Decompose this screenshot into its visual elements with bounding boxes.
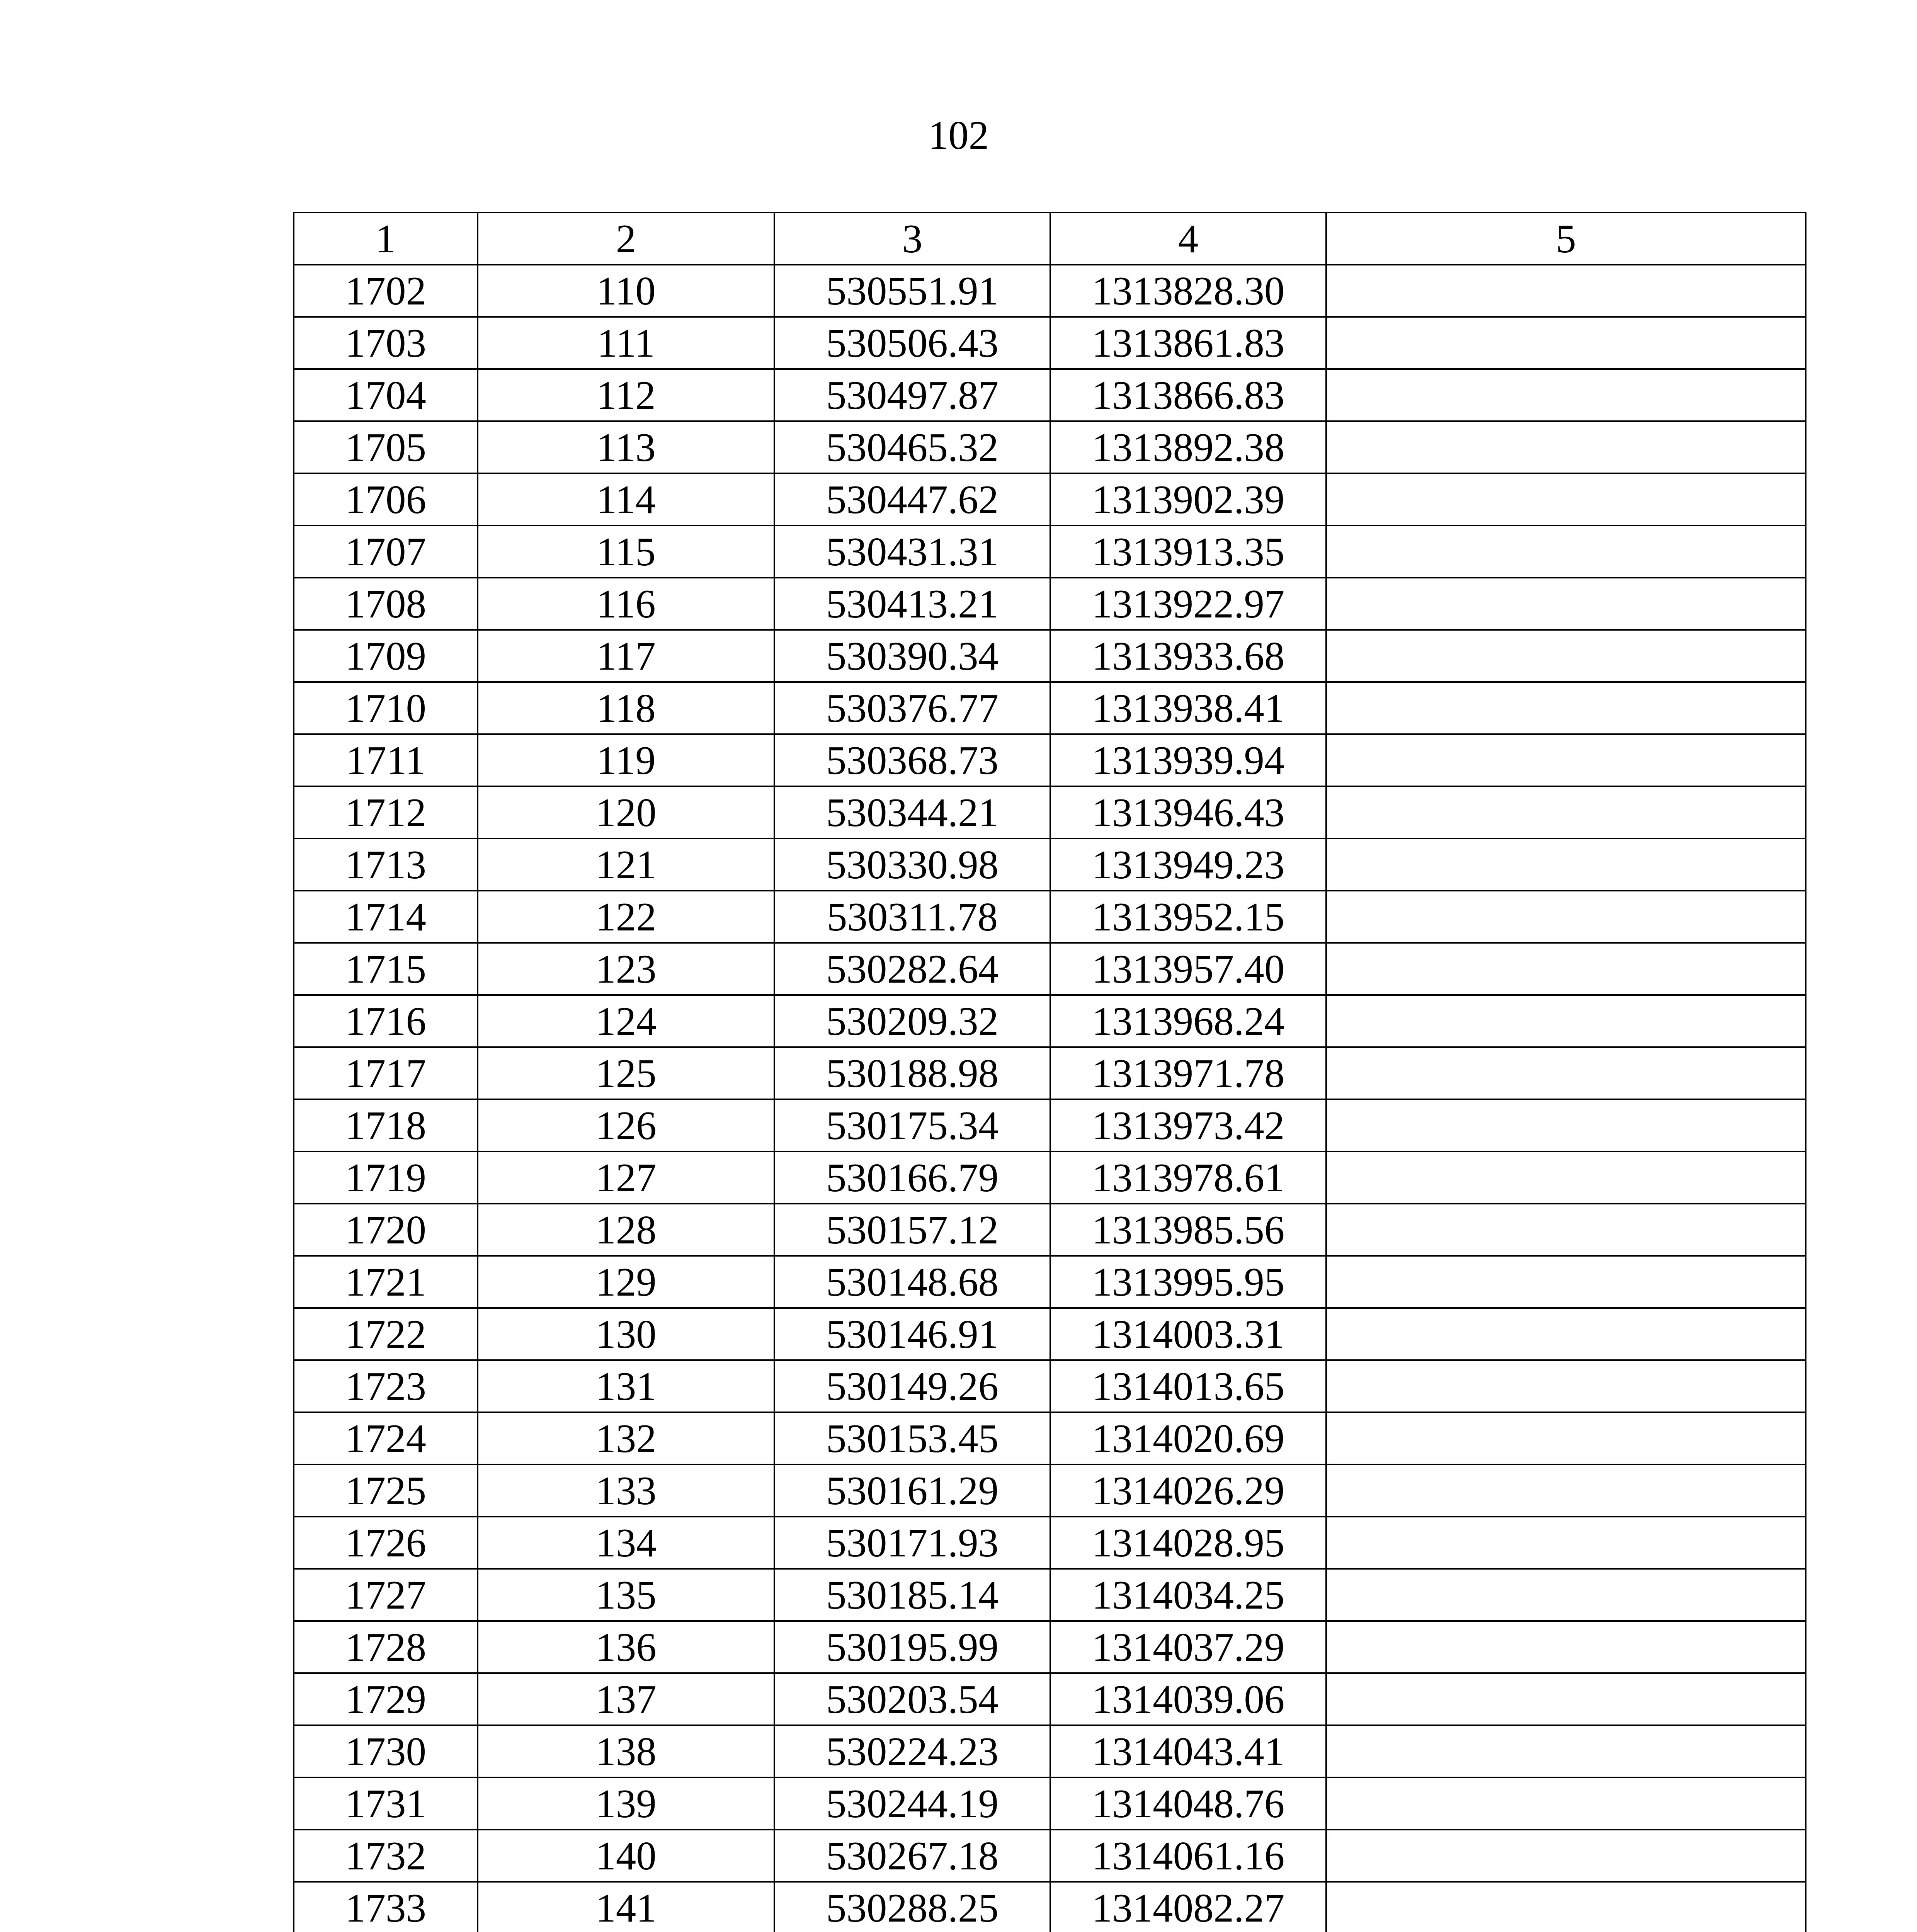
- table-cell: 530209.32: [774, 995, 1050, 1047]
- table-cell: 530376.77: [774, 682, 1050, 734]
- table-cell: 1710: [294, 682, 478, 734]
- table-cell: 1314034.25: [1050, 1569, 1326, 1621]
- table-cell: 136: [478, 1621, 774, 1673]
- table-cell: 1722: [294, 1308, 478, 1360]
- table-cell: 1313892.38: [1050, 421, 1326, 473]
- table-cell: 530157.12: [774, 1204, 1050, 1256]
- table-cell: [1326, 1830, 1806, 1882]
- table-row: [294, 1777, 1806, 1830]
- table-cell: 115: [478, 526, 774, 578]
- table-cell: 530465.32: [774, 421, 1050, 473]
- table-row: [294, 1464, 1806, 1517]
- table-row: [294, 317, 1806, 369]
- table-cell: 530148.68: [774, 1256, 1050, 1308]
- table-cell: [1326, 473, 1806, 526]
- table-cell: 118: [478, 682, 774, 734]
- table-cell: [1326, 526, 1806, 578]
- table-cell: 1314026.29: [1050, 1464, 1326, 1517]
- table-row: [294, 1830, 1806, 1882]
- table-cell: 530431.31: [774, 526, 1050, 578]
- table-cell: 1314003.31: [1050, 1308, 1326, 1360]
- table-cell: 1715: [294, 943, 478, 995]
- table-row: [294, 1725, 1806, 1777]
- table-cell: 530166.79: [774, 1151, 1050, 1204]
- table-cell: 112: [478, 369, 774, 421]
- table-cell: 134: [478, 1517, 774, 1569]
- table-cell: 1313938.41: [1050, 682, 1326, 734]
- table-header-row: [294, 213, 1806, 265]
- table-row: [294, 1151, 1806, 1204]
- table-row: [294, 526, 1806, 578]
- table-cell: 113: [478, 421, 774, 473]
- table-cell: 125: [478, 1047, 774, 1099]
- table-row: [294, 1308, 1806, 1360]
- table-cell: 530413.21: [774, 578, 1050, 630]
- table-cell: 111: [478, 317, 774, 369]
- table-cell: 1726: [294, 1517, 478, 1569]
- table-cell: 1727: [294, 1569, 478, 1621]
- table-row: [294, 1673, 1806, 1725]
- table-cell: 1313866.83: [1050, 369, 1326, 421]
- table-cell: [1326, 317, 1806, 369]
- table-cell: 129: [478, 1256, 774, 1308]
- table-cell: 126: [478, 1099, 774, 1151]
- table-cell: [1326, 265, 1806, 317]
- table-cell: 1313922.97: [1050, 578, 1326, 630]
- table-cell: 1719: [294, 1151, 478, 1204]
- table-cell: 1721: [294, 1256, 478, 1308]
- column-header: 4: [1050, 213, 1326, 265]
- table-cell: 1314061.16: [1050, 1830, 1326, 1882]
- table-cell: 1707: [294, 526, 478, 578]
- table-cell: 1716: [294, 995, 478, 1047]
- table-cell: 1712: [294, 786, 478, 838]
- table-cell: [1326, 578, 1806, 630]
- table-cell: 1717: [294, 1047, 478, 1099]
- table-row: [294, 421, 1806, 473]
- table-cell: 530344.21: [774, 786, 1050, 838]
- table-cell: 139: [478, 1777, 774, 1830]
- table-cell: 138: [478, 1725, 774, 1777]
- table-cell: [1326, 1882, 1806, 1932]
- table-row: [294, 891, 1806, 943]
- table-cell: 1313973.42: [1050, 1099, 1326, 1151]
- table-cell: 1703: [294, 317, 478, 369]
- column-header: 1: [294, 213, 478, 265]
- table-cell: 1314043.41: [1050, 1725, 1326, 1777]
- table-cell: 530551.91: [774, 265, 1050, 317]
- table-cell: 530171.93: [774, 1517, 1050, 1569]
- table-cell: 530447.62: [774, 473, 1050, 526]
- table-cell: 1733: [294, 1882, 478, 1932]
- table-cell: 122: [478, 891, 774, 943]
- table-cell: 530330.98: [774, 838, 1050, 891]
- table-row: [294, 1204, 1806, 1256]
- table-cell: 530244.19: [774, 1777, 1050, 1830]
- table-cell: [1326, 682, 1806, 734]
- column-header: 2: [478, 213, 774, 265]
- table-cell: 1313971.78: [1050, 1047, 1326, 1099]
- table-row: [294, 630, 1806, 682]
- table-cell: 530175.34: [774, 1099, 1050, 1151]
- table-cell: 1313902.39: [1050, 473, 1326, 526]
- table-cell: 1718: [294, 1099, 478, 1151]
- table-cell: 530311.78: [774, 891, 1050, 943]
- table-cell: [1326, 369, 1806, 421]
- table-cell: 1313978.61: [1050, 1151, 1326, 1204]
- table-cell: [1326, 1517, 1806, 1569]
- table-cell: 123: [478, 943, 774, 995]
- table-cell: 530224.23: [774, 1725, 1050, 1777]
- table-cell: [1326, 1412, 1806, 1464]
- table-cell: 140: [478, 1830, 774, 1882]
- table-cell: 117: [478, 630, 774, 682]
- table-cell: 530188.98: [774, 1047, 1050, 1099]
- table-cell: 1732: [294, 1830, 478, 1882]
- table-cell: [1326, 1725, 1806, 1777]
- table-cell: 1314028.95: [1050, 1517, 1326, 1569]
- table-cell: 1313828.30: [1050, 265, 1326, 317]
- table-row: [294, 1047, 1806, 1099]
- table-cell: 121: [478, 838, 774, 891]
- table-row: [294, 838, 1806, 891]
- table-cell: 1728: [294, 1621, 478, 1673]
- table-cell: 530161.29: [774, 1464, 1050, 1517]
- table-cell: 1314013.65: [1050, 1360, 1326, 1412]
- table-cell: [1326, 943, 1806, 995]
- table-cell: 1314048.76: [1050, 1777, 1326, 1830]
- table-cell: 119: [478, 734, 774, 786]
- table-cell: 1313952.15: [1050, 891, 1326, 943]
- table-cell: [1326, 1256, 1806, 1308]
- table-cell: 1714: [294, 891, 478, 943]
- table-cell: 1702: [294, 265, 478, 317]
- table-row: [294, 1412, 1806, 1464]
- table-cell: 1313957.40: [1050, 943, 1326, 995]
- table-cell: 1704: [294, 369, 478, 421]
- table-cell: 116: [478, 578, 774, 630]
- table-cell: 1731: [294, 1777, 478, 1830]
- table-cell: [1326, 1621, 1806, 1673]
- table-cell: [1326, 1047, 1806, 1099]
- table-cell: 1313913.35: [1050, 526, 1326, 578]
- table-cell: 1313946.43: [1050, 786, 1326, 838]
- table-cell: 1730: [294, 1725, 478, 1777]
- table-cell: 1713: [294, 838, 478, 891]
- table-row: [294, 1517, 1806, 1569]
- table-cell: 133: [478, 1464, 774, 1517]
- table-row: [294, 1621, 1806, 1673]
- table-cell: 137: [478, 1673, 774, 1725]
- page-number: 102: [928, 112, 989, 158]
- column-header: 5: [1326, 213, 1806, 265]
- table-cell: 1723: [294, 1360, 478, 1412]
- table-row: [294, 369, 1806, 421]
- table-cell: 120: [478, 786, 774, 838]
- table-cell: 1708: [294, 578, 478, 630]
- table-cell: 1313968.24: [1050, 995, 1326, 1047]
- table-cell: 1313995.95: [1050, 1256, 1326, 1308]
- table-cell: 128: [478, 1204, 774, 1256]
- table-row: [294, 1882, 1806, 1932]
- table-cell: [1326, 1151, 1806, 1204]
- table-row: [294, 1360, 1806, 1412]
- table-cell: [1326, 1777, 1806, 1830]
- table-cell: 1706: [294, 473, 478, 526]
- table-cell: 530390.34: [774, 630, 1050, 682]
- table-cell: [1326, 838, 1806, 891]
- table-cell: [1326, 630, 1806, 682]
- table-cell: 530195.99: [774, 1621, 1050, 1673]
- table-row: [294, 734, 1806, 786]
- table-cell: 1313939.94: [1050, 734, 1326, 786]
- table-cell: 1720: [294, 1204, 478, 1256]
- table-cell: [1326, 1464, 1806, 1517]
- table-row: [294, 578, 1806, 630]
- table-cell: [1326, 786, 1806, 838]
- table-cell: 124: [478, 995, 774, 1047]
- table-cell: [1326, 1308, 1806, 1360]
- table-cell: 530185.14: [774, 1569, 1050, 1621]
- table-cell: 1314039.06: [1050, 1673, 1326, 1725]
- table-body: [294, 265, 1806, 1932]
- table-cell: 1729: [294, 1673, 478, 1725]
- table-row: [294, 265, 1806, 317]
- table-cell: 1711: [294, 734, 478, 786]
- table-cell: 132: [478, 1412, 774, 1464]
- table-cell: 530368.73: [774, 734, 1050, 786]
- table-row: [294, 682, 1806, 734]
- table-cell: [1326, 995, 1806, 1047]
- table-cell: [1326, 1099, 1806, 1151]
- table-cell: 1725: [294, 1464, 478, 1517]
- table-cell: 530282.64: [774, 943, 1050, 995]
- table-cell: 530267.18: [774, 1830, 1050, 1882]
- table-cell: 131: [478, 1360, 774, 1412]
- table-cell: 1314037.29: [1050, 1621, 1326, 1673]
- table-cell: 1313949.23: [1050, 838, 1326, 891]
- table-row: [294, 943, 1806, 995]
- table-cell: 110: [478, 265, 774, 317]
- table-cell: 114: [478, 473, 774, 526]
- table-cell: 530506.43: [774, 317, 1050, 369]
- table-cell: [1326, 734, 1806, 786]
- table-cell: [1326, 421, 1806, 473]
- table-cell: 530153.45: [774, 1412, 1050, 1464]
- table-cell: 1709: [294, 630, 478, 682]
- table-cell: 1724: [294, 1412, 478, 1464]
- table-cell: 530288.25: [774, 1882, 1050, 1932]
- coordinates-table: [293, 212, 1806, 1932]
- table-cell: [1326, 1569, 1806, 1621]
- table-cell: 1313985.56: [1050, 1204, 1326, 1256]
- table-cell: 1314020.69: [1050, 1412, 1326, 1464]
- table-cell: 141: [478, 1882, 774, 1932]
- table-cell: 530497.87: [774, 369, 1050, 421]
- table-cell: 1705: [294, 421, 478, 473]
- table-cell: [1326, 1204, 1806, 1256]
- table-row: [294, 1099, 1806, 1151]
- table-cell: 127: [478, 1151, 774, 1204]
- table-cell: [1326, 1673, 1806, 1725]
- table-cell: 530146.91: [774, 1308, 1050, 1360]
- table-row: [294, 473, 1806, 526]
- table-row: [294, 1569, 1806, 1621]
- table-cell: 135: [478, 1569, 774, 1621]
- table-row: [294, 995, 1806, 1047]
- table-cell: [1326, 1360, 1806, 1412]
- table-cell: 1313933.68: [1050, 630, 1326, 682]
- table-cell: 1314082.27: [1050, 1882, 1326, 1932]
- table-cell: 130: [478, 1308, 774, 1360]
- table-cell: [1326, 891, 1806, 943]
- table-cell: 1313861.83: [1050, 317, 1326, 369]
- table-row: [294, 786, 1806, 838]
- table-cell: 530149.26: [774, 1360, 1050, 1412]
- table-row: [294, 1256, 1806, 1308]
- table-cell: 530203.54: [774, 1673, 1050, 1725]
- column-header: 3: [774, 213, 1050, 265]
